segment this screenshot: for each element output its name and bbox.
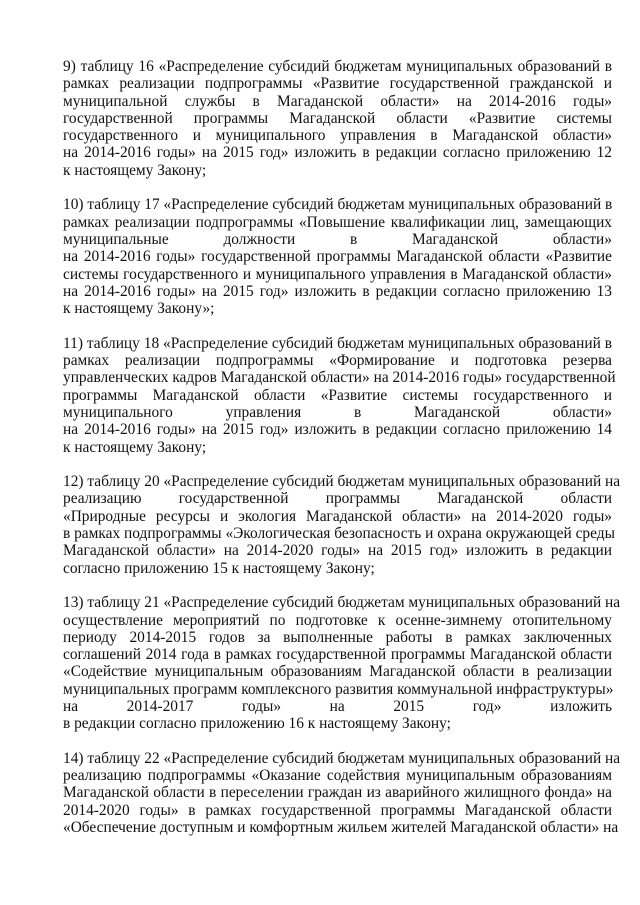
text-line: 9) таблицу 16 «Распределение субсидий бюджетам муниципальных образований в bbox=[63, 58, 612, 75]
text-line: рамках реализации подпрограммы «Формирование и подготовка резерва bbox=[63, 352, 612, 370]
text-line: «Обеспечение доступным и комфортным жильем жителей Магаданской области» на bbox=[63, 819, 619, 837]
text-line: Магаданской области» на 2014-2020 годы» на 2015 год» изложить в редакции bbox=[63, 542, 612, 560]
text-line: 12) таблицу 20 «Распределение субсидий бюджетам муниципальных образований на bbox=[63, 473, 621, 491]
text-line: периоду 2014-2015 годов за выполненные работы в рамках заключенных bbox=[63, 628, 612, 646]
text-line: в редакции согласно приложению 16 к настоящему Закону; bbox=[63, 715, 451, 733]
text-line: рамках реализации подпрограммы «Повышение квалификации лиц, замещающих bbox=[63, 213, 612, 231]
text-line: «Содействие муниципальным образованиям Магаданской области в реализации bbox=[63, 663, 612, 681]
paragraph-item-12 bbox=[63, 473, 621, 577]
text-line: к настоящему Закону; bbox=[63, 161, 207, 179]
text-line: муниципальной службы в Магаданской области» на 2014-2016 годы» bbox=[63, 92, 612, 110]
text-line: реализацию государственной программы Магаданской области bbox=[63, 490, 612, 508]
text-line: на 2014-2016 годы» на 2015 год» изложить в редакции согласно приложению 13 bbox=[63, 282, 612, 300]
paragraph-item-11 bbox=[63, 334, 616, 456]
text-line: согласно приложению 15 к настоящему Закону; bbox=[63, 559, 375, 577]
text-line: управленческих кадров Магаданской области» на 2014-2016 годы» государственной bbox=[63, 369, 616, 387]
text-line: на 2014-2016 годы» на 2015 год» изложить в редакции согласно приложению 14 bbox=[63, 421, 612, 439]
paragraph-item-14 bbox=[63, 749, 621, 837]
text-line: программы Магаданской области «Развитие системы государственного и bbox=[63, 386, 612, 404]
text-line: системы государственного и муниципального управления в Магаданской области» bbox=[63, 265, 612, 283]
paragraph-item-10 bbox=[63, 196, 612, 317]
paragraph-item-13 bbox=[63, 594, 621, 733]
document-body bbox=[63, 58, 621, 854]
text-line: в рамках подпрограммы «Экологическая безопасность и охрана окружающей среды bbox=[63, 525, 615, 543]
text-line: «Природные ресурсы и экология Магаданской области» на 2014-2020 годы» bbox=[63, 507, 612, 525]
text-line: 14) таблицу 22 «Распределение субсидий бюджетам муниципальных образований на bbox=[63, 749, 621, 767]
text-line: 10) таблицу 17 «Распределение субсидий бюджетам муниципальных образований в bbox=[63, 196, 613, 214]
text-line: на 2014-2017 годы» на 2015 год» изложить bbox=[63, 697, 612, 715]
text-line: к настоящему Закону»; bbox=[63, 300, 215, 318]
text-line: муниципального управления в Магаданской области» bbox=[63, 403, 612, 421]
text-line: реализацию подпрограммы «Оказание содействия муниципальным образованиям bbox=[63, 767, 612, 785]
text-line: государственного и муниципального управления в Магаданской области» bbox=[63, 127, 612, 145]
text-line: рамках реализации подпрограммы «Развитие государственной гражданской и bbox=[63, 75, 612, 93]
text-line: на 2014-2016 годы» на 2015 год» изложить в редакции согласно приложению 12 bbox=[63, 144, 612, 162]
text-line: к настоящему Закону; bbox=[63, 438, 207, 456]
text-line: Магаданской области в переселении граждан из аварийного жилищного фонда» на bbox=[63, 784, 612, 802]
text-line: осуществление мероприятий по подготовке к осенне-зимнему отопительному bbox=[63, 611, 612, 629]
text-line: муниципальных программ комплексного развития коммунальной инфраструктуры» bbox=[63, 680, 614, 698]
text-line: соглашений 2014 года в рамках государственной программы Магаданской области bbox=[63, 646, 612, 664]
text-line: 11) таблицу 18 «Распределение субсидий бюджетам муниципальных образований в bbox=[63, 334, 612, 352]
paragraph-item-9 bbox=[63, 58, 612, 179]
text-line: на 2014-2016 годы» государственной программы Магаданской области «Развитие bbox=[63, 248, 612, 266]
text-line: государственной программы Магаданской области «Развитие системы bbox=[63, 109, 612, 127]
text-line: 13) таблицу 21 «Распределение субсидий бюджетам муниципальных образований на bbox=[63, 594, 621, 612]
text-line: муниципальные должности в Магаданской области» bbox=[63, 230, 612, 248]
text-line: 2014-2020 годы» в рамках государственной программы Магаданской области bbox=[63, 801, 612, 819]
